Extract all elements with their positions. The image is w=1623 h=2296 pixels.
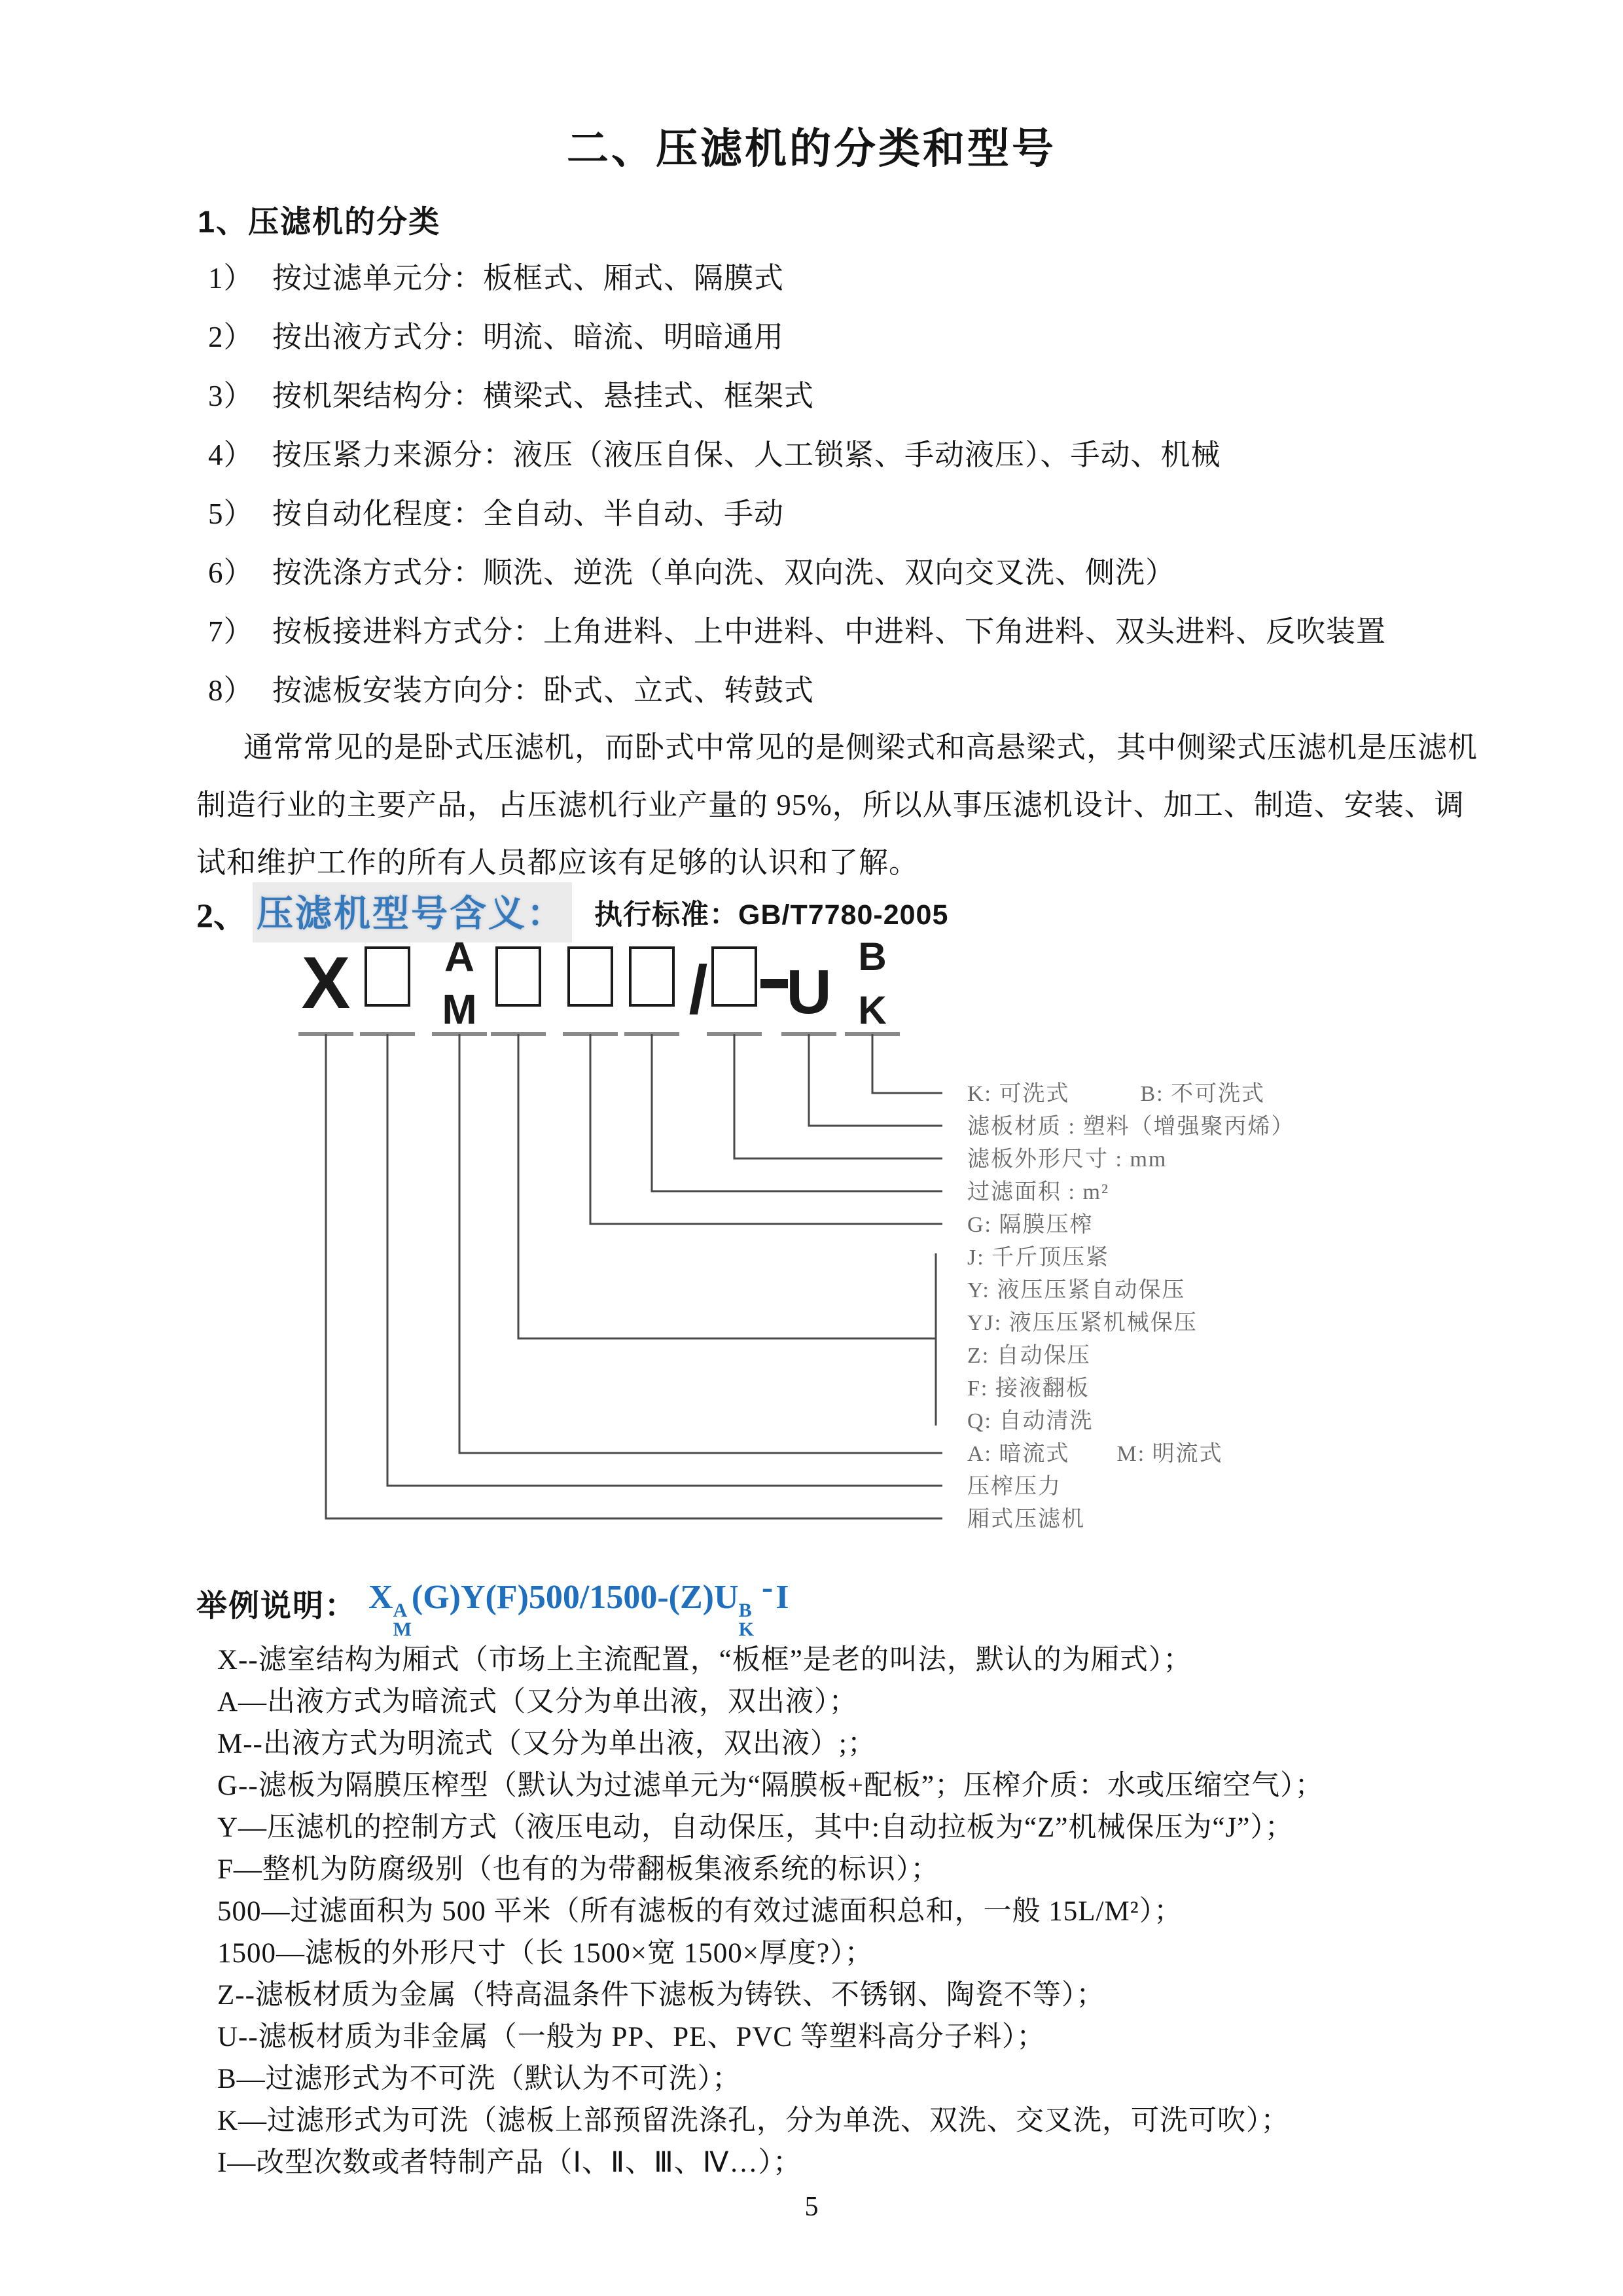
model-code-symbols	[302, 936, 887, 1033]
wire-plate-size	[734, 1034, 942, 1158]
code-letter-u: U	[786, 957, 832, 1027]
explanation-line: G--滤板为隔膜压榨型（默认为过滤单元为“隔膜板+配板”；压榨介质：水或压缩空气）；	[217, 1770, 1324, 1801]
formula-sup-a: A	[393, 1600, 408, 1621]
code-slash: /	[688, 952, 708, 1028]
example-formula	[368, 1569, 789, 1640]
wire-plate-material	[809, 1034, 942, 1126]
formula-x: X	[368, 1579, 393, 1616]
list-item	[208, 313, 784, 355]
diagram-label: 过滤面积 : m²	[967, 1180, 1110, 1204]
code-box	[366, 948, 409, 1005]
code-box	[713, 948, 756, 1005]
code-letter-m: M	[442, 986, 477, 1033]
code-hyphen	[760, 979, 788, 988]
list-item-text: 按板接进料方式分：上角进料、上中进料、中进料、下角进料、双头进料、反吹装置	[272, 615, 1387, 648]
list-item-number: 8）	[208, 674, 254, 707]
formula-tail: I	[776, 1579, 789, 1616]
list-item-text: 按滤板安装方向分：卧式、立式、转鼓式	[272, 674, 815, 707]
diagram-label: 压榨压力	[967, 1475, 1061, 1499]
wire-filter-area	[652, 1034, 942, 1191]
example-label: 举例说明：	[196, 1588, 357, 1623]
formula-supsub	[739, 1601, 754, 1639]
code-box	[630, 948, 673, 1005]
list-item-number: 4）	[208, 439, 254, 471]
diagram-label: YJ: 液压压紧机械保压	[967, 1311, 1198, 1335]
formula-sub-m: M	[393, 1619, 412, 1640]
page-title: 二、压滤机的分类和型号	[567, 126, 1056, 172]
list-item-text: 按自动化程度：全自动、半自动、手动	[272, 497, 785, 530]
diagram-label: 滤板材质 : 塑料（增强聚丙烯）	[967, 1115, 1295, 1139]
list-item-text: 按压紧力来源分：液压（液压自保、人工锁紧、手动液压）、手动、机械	[272, 439, 1221, 471]
list-item-text: 按过滤单元分：板框式、厢式、隔膜式	[272, 262, 785, 295]
section2-heading-row	[196, 882, 948, 942]
list-item-number: 7）	[208, 615, 254, 648]
explanation-line: M--出液方式为明流式（又分为单出液，双出液）;；	[217, 1729, 876, 1759]
explanation-line: Y—压滤机的控制方式（液压电动，自动保压，其中:自动拉板为“Z”机械保压为“J”）；	[217, 1812, 1294, 1843]
formula-sub-k: K	[738, 1619, 754, 1640]
formula-dash: -	[761, 1569, 774, 1606]
explanation-line: B—过滤形式为不可洗（默认为不可洗）；	[217, 2064, 741, 2094]
list-item-number: 2）	[208, 321, 254, 353]
diagram-label: A: 暗流式 M: 明流式	[967, 1442, 1223, 1466]
wire-press-pressure	[387, 1034, 942, 1486]
section1-heading: 1、压滤机的分类	[198, 204, 441, 239]
explanation-line: X--滤室结构为厢式（市场上主流配置，“板框”是老的叫法，默认的为厢式）；	[217, 1645, 1192, 1676]
explanation-line: F—整机为防腐级别（也有的为带翻板集液系统的标识）；	[217, 1854, 940, 1885]
diagram-label: G: 隔膜压榨	[967, 1213, 1094, 1237]
list-item-number: 3）	[208, 380, 254, 412]
diagram-label: Q: 自动清洗	[967, 1409, 1094, 1433]
diagram-label: J: 千斤顶压紧	[967, 1246, 1110, 1270]
list-item-text: 按出液方式分：明流、暗流、明暗通用	[272, 321, 785, 353]
explanation-line: A—出液方式为暗流式（又分为单出液，双出液）；	[217, 1687, 858, 1717]
formula-supsub	[393, 1601, 412, 1639]
paragraph-line: 制造行业的主要产品，占压滤机行业产量的 95%，所以从事压滤机设计、加工、制造、安装、调	[196, 789, 1465, 821]
list-item	[208, 490, 784, 532]
code-box	[569, 948, 612, 1005]
explanation-line: 500—过滤面积为 500 平米（所有滤板的有效过滤面积总和，一般 15L/M²）；	[217, 1896, 1183, 1927]
page-number: 5	[804, 2192, 819, 2222]
list-item-number: 6）	[208, 556, 254, 589]
paragraph-line: 试和维护工作的所有人员都应该有足够的认识和了解。	[196, 846, 919, 879]
list-item-number: 1）	[208, 262, 254, 295]
diagram-label: K: 可洗式 B: 不可洗式	[967, 1082, 1266, 1106]
section2-number: 2、	[196, 897, 248, 935]
section2-heading: 压滤机型号含义：	[253, 882, 572, 942]
model-code-diagram	[281, 936, 1433, 1551]
wire-flow-type	[459, 1034, 942, 1453]
diagram-labels	[967, 1081, 1294, 1532]
code-letter-a: A	[444, 936, 475, 980]
explanation-line: 1500—滤板的外形尺寸（长 1500×宽 1500×厚度?）；	[217, 1938, 874, 1969]
explanation-line: I—改型次数或者特制产品（Ⅰ、Ⅱ、Ⅲ、Ⅳ…）；	[217, 2147, 802, 2178]
formula-mid: (G)Y(F)500/1500-(Z)U	[411, 1579, 739, 1616]
list-item	[208, 548, 1175, 591]
paragraph-line: 通常常见的是卧式压滤机，而卧式中常见的是侧梁式和高悬梁式，其中侧梁式压滤机是压滤机	[243, 731, 1478, 764]
list-item	[208, 666, 814, 709]
code-letter-x: X	[301, 942, 351, 1024]
diagram-connectors	[326, 1034, 942, 1518]
list-item-text: 按机架结构分：横梁式、悬挂式、框架式	[272, 380, 815, 412]
list-item-number: 5）	[208, 497, 254, 530]
wire-washable	[872, 1034, 942, 1093]
explanation-line: K—过滤形式为可洗（滤板上部预留洗涤孔，分为单洗、双洗、交叉洗，可洗可吹）；	[217, 2106, 1290, 2136]
list-item	[208, 431, 1221, 473]
list-item-text: 按洗涤方式分：顺洗、逆洗（单向洗、双向洗、双向交叉洗、侧洗）	[272, 556, 1176, 589]
example-row	[196, 1568, 789, 1639]
wire-diaphragm	[590, 1034, 942, 1224]
list-item	[208, 607, 1386, 650]
list-item	[208, 372, 814, 414]
diagram-label: F: 接液翻板	[967, 1376, 1090, 1401]
diagram-label: Y: 液压压紧自动保压	[967, 1278, 1186, 1302]
explanation-line: Z--滤板材质为金属（特高温条件下滤板为铸铁、不锈钢、陶瓷不等）；	[217, 1980, 1105, 2011]
code-box	[497, 948, 540, 1005]
formula-sup-b: B	[738, 1600, 752, 1621]
explanation-line: U--滤板材质为非金属（一般为 PP、PE、PVC 等塑料高分子料）；	[217, 2022, 1046, 2053]
wire-chamber-type	[326, 1034, 942, 1518]
code-letter-k: K	[858, 988, 887, 1032]
diagram-label: Z: 自动保压	[967, 1344, 1091, 1368]
section2-standard: 执行标准：GB/T7780-2005	[594, 899, 949, 931]
diagram-label: 厢式压滤机	[967, 1507, 1085, 1532]
diagram-label: 滤板外形尺寸 : mm	[967, 1147, 1168, 1172]
code-letter-b: B	[858, 936, 887, 978]
list-item	[208, 254, 784, 296]
